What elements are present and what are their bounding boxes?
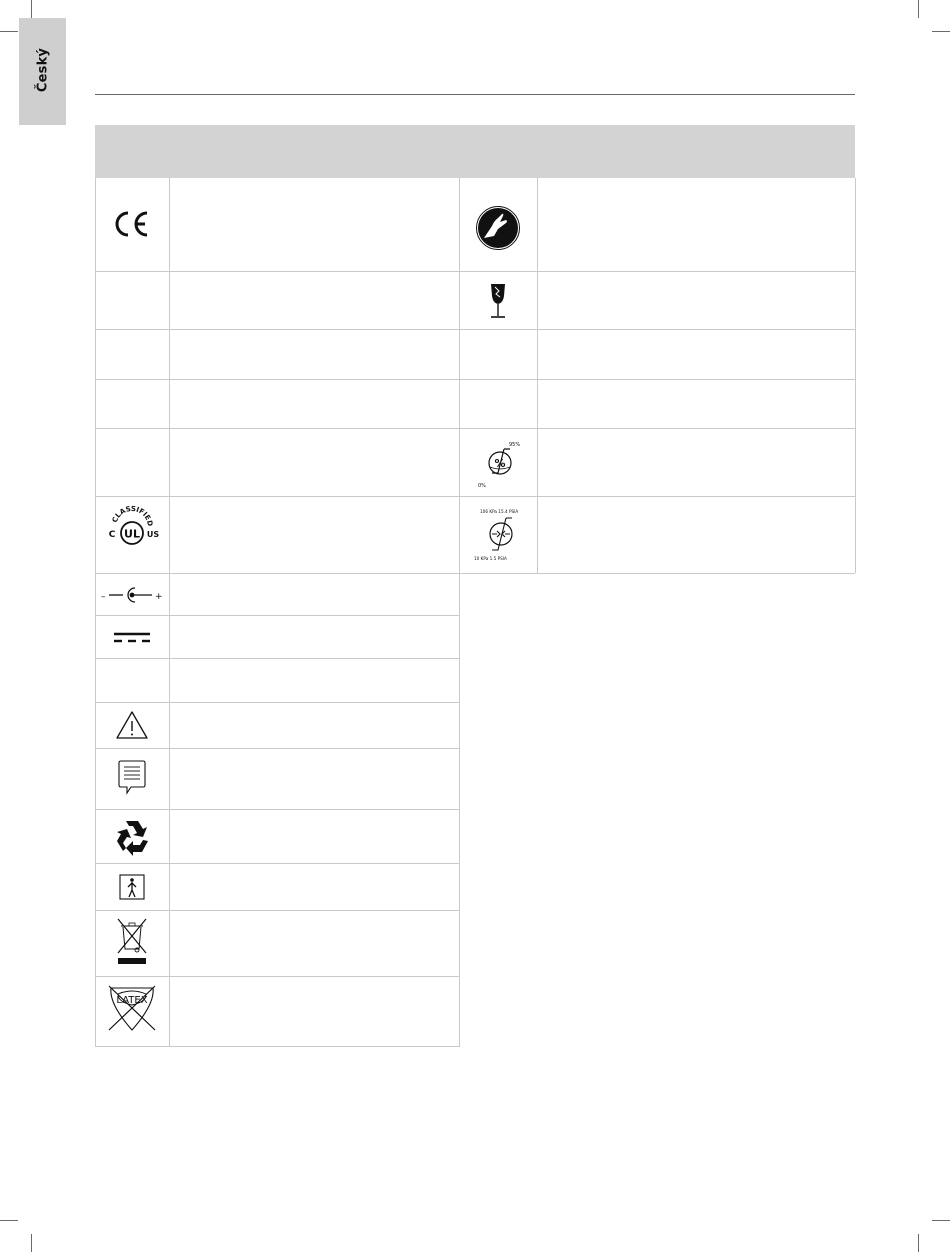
- latex-free-icon: [100, 982, 164, 1034]
- crop-mark: [31, 1234, 32, 1252]
- pressure-limit-icon: [468, 506, 534, 564]
- table-grid-line: [95, 178, 96, 1047]
- table-grid-line: [95, 863, 459, 864]
- humidity-center-label: %: [494, 457, 506, 470]
- humidity-lower-label: 0%: [478, 483, 486, 489]
- warning-triangle-icon: [100, 708, 164, 742]
- table-grid-line: [95, 271, 855, 272]
- table-grid-line: [95, 976, 459, 977]
- polarity-minus: –: [101, 592, 106, 602]
- recycle-icon: [100, 816, 164, 858]
- humidity-limit-icon: [470, 436, 530, 490]
- table-grid-line: [169, 178, 170, 1047]
- table-grid-line: [95, 809, 459, 810]
- table-grid-line: [95, 379, 855, 380]
- pressure-upper-label: 106 KPa 15.4 PSIA: [480, 509, 519, 514]
- fragile-glass-icon: [463, 280, 533, 322]
- keep-dry-hand-icon: [463, 200, 533, 256]
- table-grid-line: [537, 178, 538, 573]
- svg-text:CLASSIFIED: [111, 505, 154, 527]
- table-grid-line: [95, 496, 855, 497]
- ul-right-text: US: [146, 530, 160, 539]
- table-grid-line: [459, 178, 460, 1047]
- humidity-upper-label: 95%: [509, 442, 521, 448]
- pressure-lower-label: 10 KPa 1.5 PSIA: [474, 556, 507, 561]
- latex-label: LATEX: [116, 995, 148, 1006]
- language-tab[interactable]: [19, 18, 66, 125]
- ul-classified-text: CLASSIFIED: [110, 504, 155, 527]
- crop-mark: [31, 0, 32, 18]
- table-grid-line: [95, 658, 459, 659]
- crop-mark: [918, 1234, 919, 1252]
- ul-center-text: UL: [124, 527, 140, 541]
- weee-crossed-bin-icon: [100, 914, 164, 968]
- table-grid-line: [95, 702, 459, 703]
- crop-mark: [0, 1220, 18, 1221]
- crop-mark: [932, 31, 950, 32]
- table-grid-line: [95, 1046, 459, 1047]
- table-grid-line: [855, 178, 856, 573]
- ul-classified-icon: [100, 503, 164, 553]
- table-grid-line: [95, 329, 855, 330]
- language-label: Český: [35, 47, 50, 93]
- polarity-plus: +: [155, 592, 163, 602]
- symbols-table-header: [95, 125, 855, 178]
- ce-mark-icon: [100, 206, 164, 242]
- ul-left-text: C: [108, 530, 116, 540]
- direct-current-icon: [100, 626, 164, 648]
- crop-mark: [932, 1220, 950, 1221]
- crop-mark: [0, 31, 18, 32]
- table-grid-line: [95, 573, 855, 574]
- table-grid-line: [95, 615, 459, 616]
- table-grid-line: [95, 428, 855, 429]
- header-rule: [95, 94, 855, 95]
- table-grid-line: [95, 910, 459, 911]
- table-grid-line: [95, 748, 459, 749]
- consult-instructions-icon: [100, 758, 164, 798]
- dc-polarity-icon: [96, 584, 168, 606]
- crop-mark: [918, 0, 919, 18]
- type-bf-applied-part-icon: [100, 869, 164, 905]
